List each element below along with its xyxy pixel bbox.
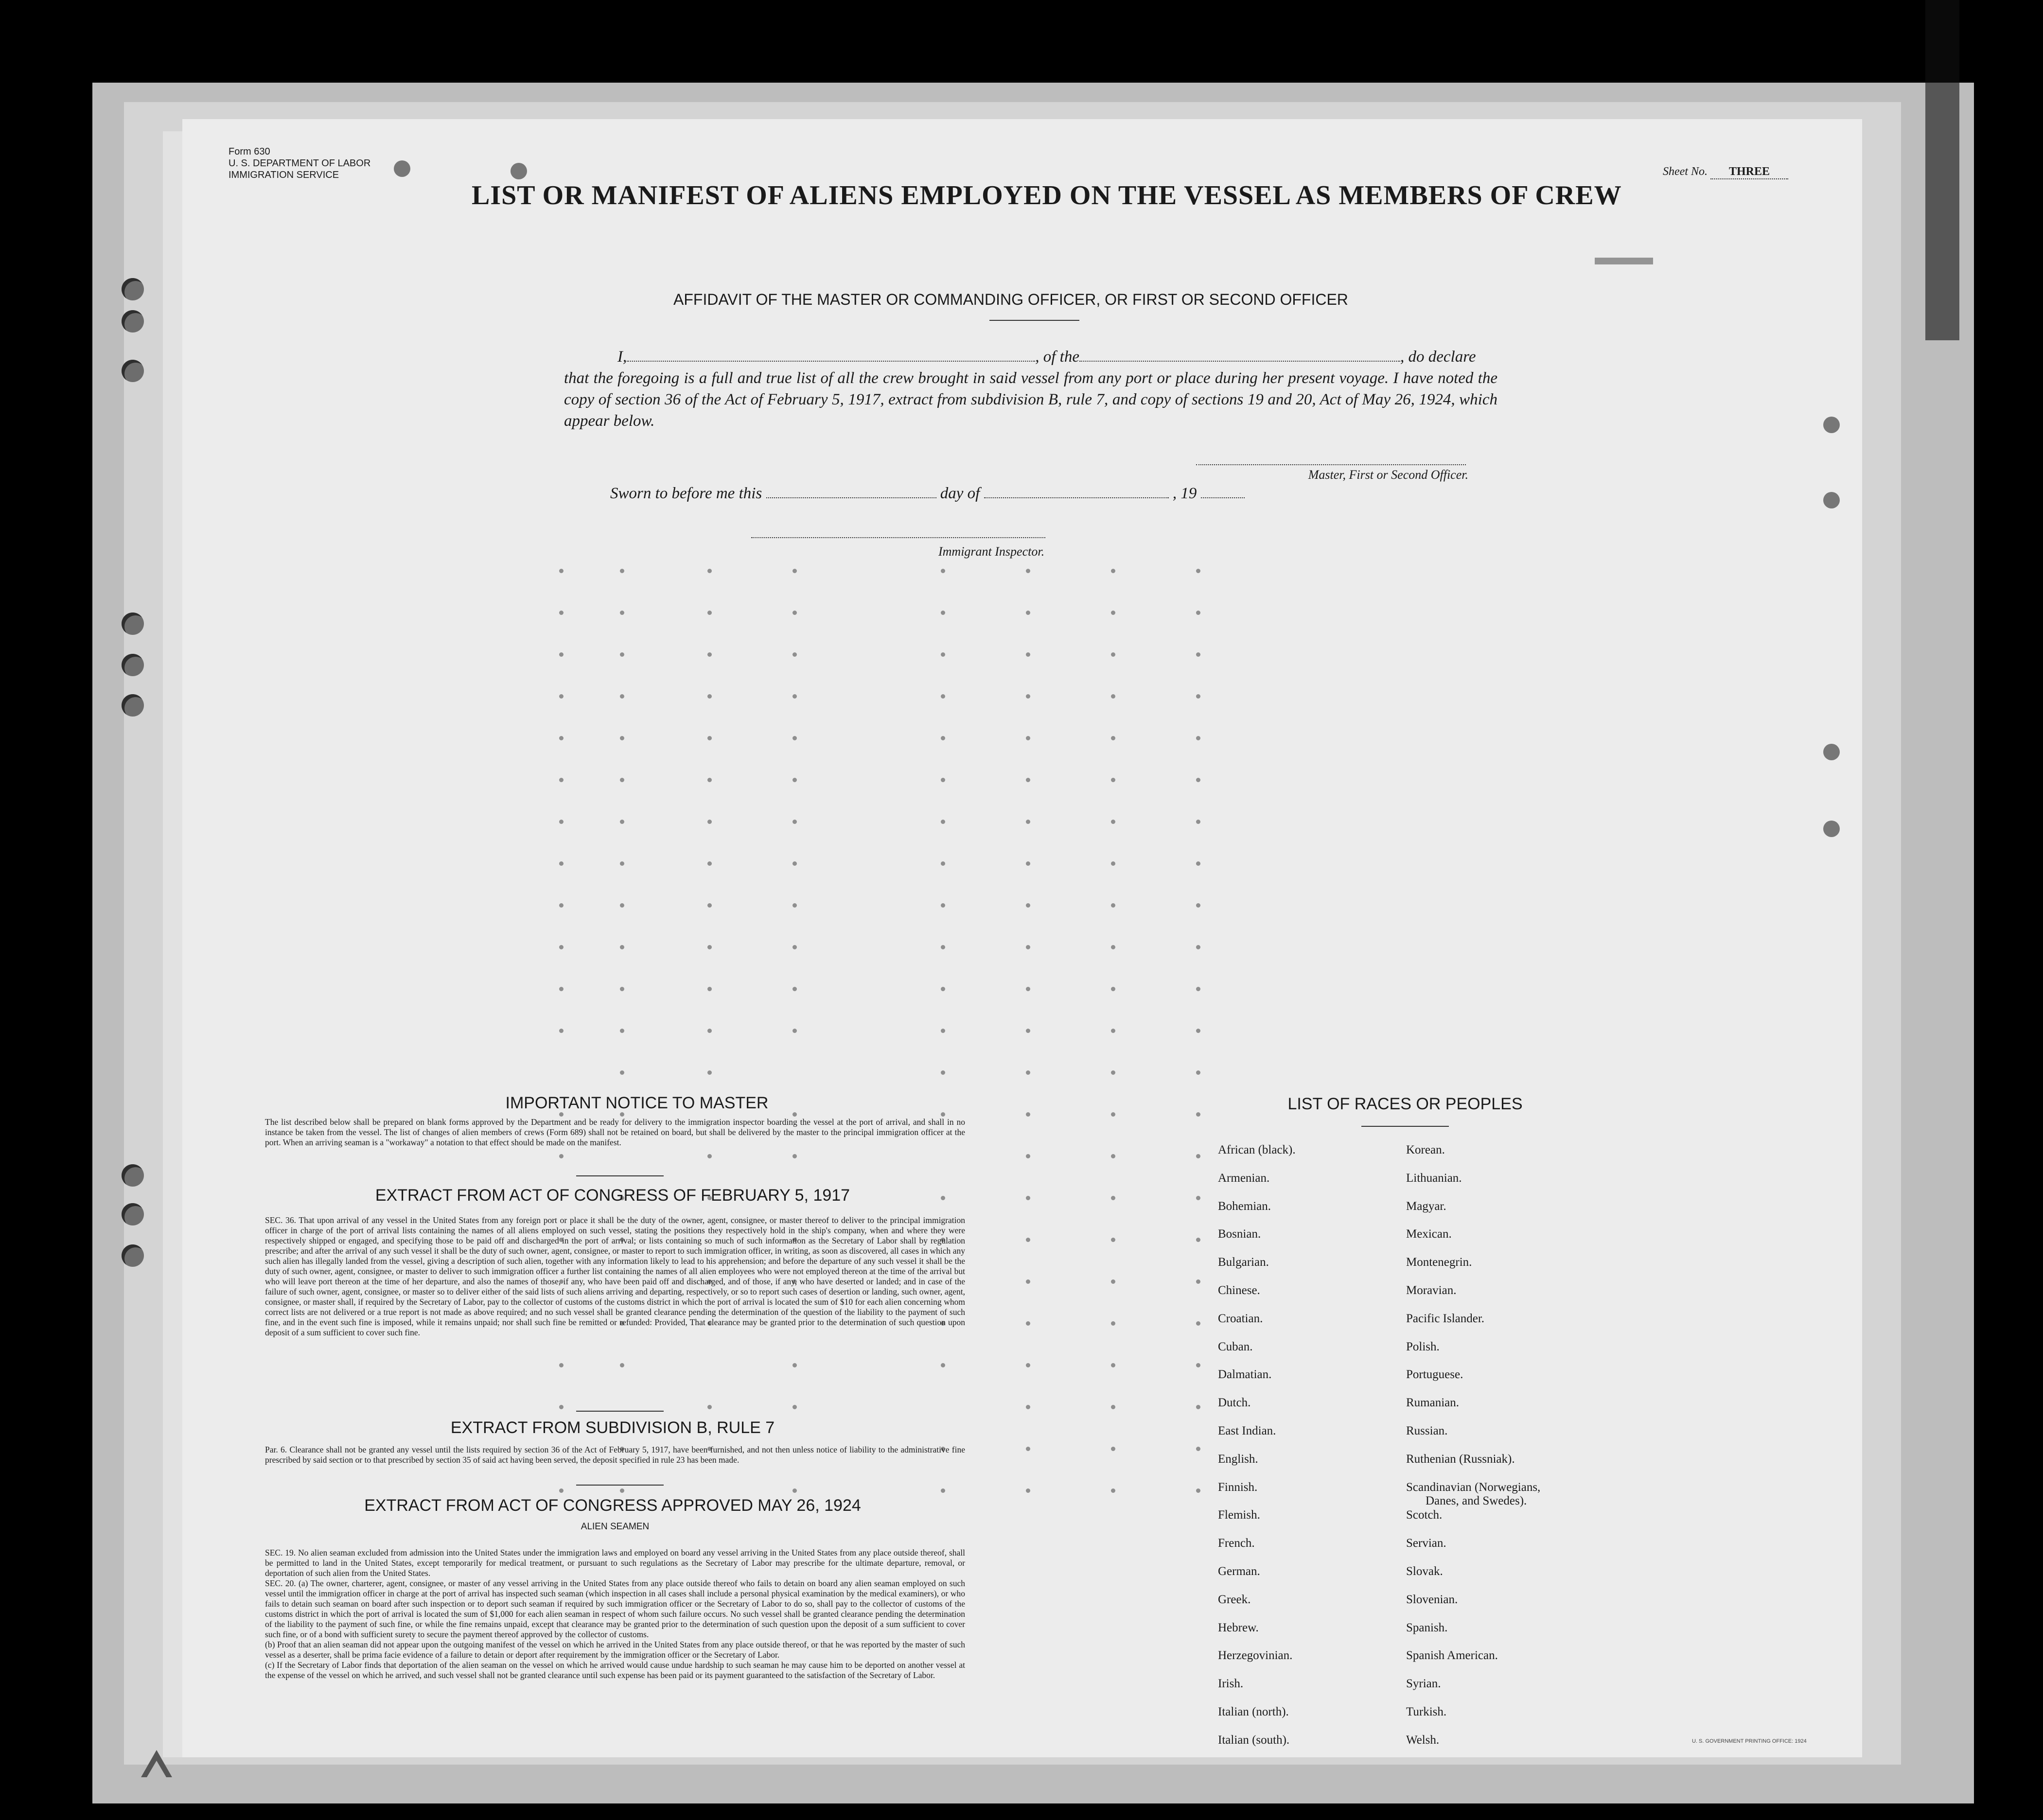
binder-hole bbox=[122, 612, 144, 635]
bleed-dot bbox=[559, 1488, 564, 1493]
bleed-dot bbox=[620, 1488, 624, 1493]
bleed-dot bbox=[1111, 1112, 1115, 1117]
bleed-dot bbox=[707, 1154, 712, 1158]
bleed-dot bbox=[941, 903, 945, 908]
bleed-dot bbox=[1196, 1196, 1200, 1200]
bleed-dot bbox=[1111, 987, 1115, 991]
race-item: Pacific Islander. bbox=[1406, 1312, 1485, 1325]
inspector-label: Immigrant Inspector. bbox=[938, 544, 1045, 559]
binder-hole bbox=[122, 1244, 144, 1267]
bleed-dot bbox=[707, 611, 712, 615]
bleed-dot bbox=[1026, 987, 1030, 991]
bleed-dot bbox=[1196, 1447, 1200, 1451]
bleed-dot bbox=[1196, 945, 1200, 949]
punch-hole bbox=[1823, 492, 1840, 508]
bleed-dot bbox=[1026, 1405, 1030, 1409]
punch-hole bbox=[1823, 417, 1840, 433]
scan-damage bbox=[1925, 0, 1959, 340]
bleed-dot bbox=[941, 569, 945, 573]
bleed-dot bbox=[620, 611, 624, 615]
bleed-dot bbox=[1026, 903, 1030, 908]
race-item: Polish. bbox=[1406, 1340, 1440, 1353]
bleed-dot bbox=[793, 736, 797, 740]
race-item: Spanish American. bbox=[1406, 1649, 1498, 1662]
bleed-dot bbox=[620, 903, 624, 908]
bleed-dot bbox=[1196, 987, 1200, 991]
bleed-dot bbox=[941, 736, 945, 740]
bleed-dot bbox=[1026, 1279, 1030, 1284]
bleed-dot bbox=[1111, 736, 1115, 740]
bleed-dot bbox=[941, 1488, 945, 1493]
bleed-dot bbox=[559, 736, 564, 740]
race-item: Servian. bbox=[1406, 1537, 1446, 1550]
bleed-dot bbox=[1026, 1029, 1030, 1033]
binder-hole bbox=[122, 310, 144, 332]
bleed-dot bbox=[707, 778, 712, 782]
bleed-dot bbox=[1026, 945, 1030, 949]
bleed-dot bbox=[620, 1070, 624, 1075]
race-item: Bohemian. bbox=[1218, 1199, 1271, 1213]
bleed-dot bbox=[1026, 778, 1030, 782]
sheet-number bbox=[1663, 165, 1788, 179]
race-item: French. bbox=[1218, 1537, 1255, 1550]
race-item: Slovenian. bbox=[1406, 1592, 1458, 1606]
punch-hole bbox=[394, 160, 410, 177]
bleed-dot bbox=[620, 694, 624, 699]
bleed-dot bbox=[1111, 1154, 1115, 1158]
punch-hole bbox=[511, 163, 527, 179]
extract-1924-subheading: ALIEN SEAMEN bbox=[581, 1522, 650, 1532]
section-rule bbox=[576, 1485, 664, 1486]
bleed-dot bbox=[793, 611, 797, 615]
bleed-dot bbox=[793, 861, 797, 866]
race-item: Slovak. bbox=[1406, 1565, 1443, 1578]
stamp-line: IMMIGRATION SERVICE bbox=[229, 170, 339, 180]
bleed-dot bbox=[1196, 1488, 1200, 1493]
race-item: Mexican. bbox=[1406, 1227, 1452, 1241]
bleed-dot bbox=[793, 569, 797, 573]
bleed-dot bbox=[941, 694, 945, 699]
race-item: Herzegovinian. bbox=[1218, 1649, 1293, 1662]
bleed-dot bbox=[1196, 778, 1200, 782]
bleed-dot bbox=[1026, 1196, 1030, 1200]
bleed-dot bbox=[620, 652, 624, 657]
bleed-dot bbox=[559, 903, 564, 908]
bleed-dot bbox=[620, 861, 624, 866]
stamp-line: Form 630 bbox=[229, 146, 270, 157]
extract-1917-heading: EXTRACT FROM ACT OF CONGRESS OF FEBRUARY 5, 1917 bbox=[375, 1186, 850, 1205]
binder-hole bbox=[122, 360, 144, 382]
notice-heading: IMPORTANT NOTICE TO MASTER bbox=[505, 1094, 769, 1112]
bleed-dot bbox=[1196, 1112, 1200, 1117]
binder-hole bbox=[122, 1164, 144, 1187]
bleed-dot bbox=[793, 903, 797, 908]
race-item: Flemish. bbox=[1218, 1508, 1260, 1522]
bleed-dot bbox=[620, 1363, 624, 1367]
bleed-dot bbox=[1026, 569, 1030, 573]
bleed-dot bbox=[707, 1029, 712, 1033]
extract-1924-heading: EXTRACT FROM ACT OF CONGRESS APPROVED MAY 26, 1924 bbox=[364, 1496, 861, 1515]
bleed-dot bbox=[1026, 1488, 1030, 1493]
bleed-dot bbox=[707, 820, 712, 824]
bleed-dot bbox=[1196, 861, 1200, 866]
bleed-dot bbox=[941, 987, 945, 991]
race-item: English. bbox=[1218, 1452, 1258, 1466]
bleed-dot bbox=[1111, 569, 1115, 573]
race-item: Italian (south). bbox=[1218, 1733, 1290, 1747]
race-item: Irish. bbox=[1218, 1677, 1244, 1691]
bleed-dot bbox=[707, 569, 712, 573]
inspector-signature-blank[interactable] bbox=[751, 537, 1045, 538]
race-item: Spanish. bbox=[1406, 1621, 1448, 1634]
bleed-dot bbox=[707, 652, 712, 657]
bleed-dot bbox=[1111, 778, 1115, 782]
affidavit-text: that the foregoing is a full and true list of all the crew brought in said vessel from any port or place during her present voyage. I have noted the copy of section 36 of the Act of February 5, 1917, extract from subdivision B, rule 7, and copy of sections 19 and 20, Act of May 26, 1924, which appear below. bbox=[564, 369, 1497, 430]
bleed-dot bbox=[1111, 652, 1115, 657]
extract-rule7-heading: EXTRACT FROM SUBDIVISION B, RULE 7 bbox=[450, 1418, 775, 1437]
bleed-dot bbox=[559, 569, 564, 573]
bleed-dot bbox=[1026, 1363, 1030, 1367]
race-item: Dutch. bbox=[1218, 1396, 1251, 1410]
bleed-dot bbox=[1111, 861, 1115, 866]
triangle-mark-inner bbox=[147, 1761, 166, 1777]
bleed-dot bbox=[620, 778, 624, 782]
affidavit-body bbox=[564, 346, 1497, 432]
bleed-dot bbox=[1026, 1112, 1030, 1117]
bleed-dot bbox=[1196, 1363, 1200, 1367]
bleed-dot bbox=[1196, 1238, 1200, 1242]
bleed-dot bbox=[707, 861, 712, 866]
bleed-dot bbox=[941, 652, 945, 657]
bleed-dot bbox=[793, 1029, 797, 1033]
race-item: Greek. bbox=[1218, 1592, 1251, 1606]
heading-rule bbox=[989, 320, 1079, 321]
name-blank[interactable] bbox=[627, 361, 1035, 362]
race-item: Dalmatian. bbox=[1218, 1368, 1272, 1382]
race-item: German. bbox=[1218, 1565, 1260, 1578]
bleed-dot bbox=[941, 1029, 945, 1033]
scan-damage bbox=[1595, 258, 1653, 264]
extract-1917-text: SEC. 36. That upon arrival of any vessel in the United States from any foreign port or place it shall be the duty of the owner, agent, consignee, or master thereof to deliver to the principal immigration officer in charge of the port of arrival lists containing the names of all aliens employed on such vessel, stating the positions they respectively hold in the ship's company, when and where they were respectively shipped or engaged, and specifying those to be paid off and discharged in the port of arrival; or lists containing so much of such information as the Secretary of Labor shall by regulation prescribe; and after the arrival of any such vessel it shall be the duty of such owner, agent, consignee, or master to report to such immigration officer, in writing, as soon as discovered, all cases in which any such alien has illegally landed from the vessel, giving a description of such alien, together with any information likely to lead to his apprehension; and before the departure of any such vessel it shall be the duty of such owner, agent, consignee, or master to deliver to such immigration officer a further list containing the names of all alien employees who were not employed thereon at the time of the arrival but who will leave port thereon at the time of her departure, and also the names of those, if any, who have been paid off and discharged, and of those, if any, who have deserted or landed; and in case of the failure of such owner, agent, consignee, or master so to deliver either of the said lists of such aliens arriving and departing, respectively, or so to report such cases of desertion or landing, such owner, agent, consignee, or master shall, if required by the Secretary of Labor, pay to the collector of customs of the customs district in which the port of arrival is located the sum of $10 for each alien concerning whom correct lists are not delivered or a true report is not made as above required; and no such vessel shall be granted clearance pending the determination of the question of the liability to the payment of such fine, and in the event such fine is imposed, while it remains unpaid; nor shall such fine be remitted or refunded: Provided, That clearance may be granted prior to the determination of such question upon deposit of a sum sufficient to cover such fine. bbox=[265, 1215, 965, 1337]
bleed-dot bbox=[1111, 1447, 1115, 1451]
bleed-dot bbox=[620, 987, 624, 991]
bleed-dot bbox=[1111, 1321, 1115, 1326]
bleed-dot bbox=[559, 1112, 564, 1117]
bleed-dot bbox=[707, 1070, 712, 1075]
bleed-dot bbox=[707, 945, 712, 949]
bleed-dot bbox=[559, 611, 564, 615]
race-item: African (black). bbox=[1218, 1143, 1296, 1156]
sheet-number-label: Sheet No. bbox=[1663, 165, 1708, 178]
bleed-dot bbox=[941, 1112, 945, 1117]
bleed-dot bbox=[1111, 945, 1115, 949]
bleed-dot bbox=[793, 694, 797, 699]
race-item: Finnish. bbox=[1218, 1480, 1258, 1494]
race-item: Moravian. bbox=[1406, 1284, 1457, 1297]
sworn-year-blank[interactable] bbox=[1201, 497, 1245, 498]
bleed-dot bbox=[559, 945, 564, 949]
bleed-dot bbox=[620, 820, 624, 824]
bleed-dot bbox=[1111, 611, 1115, 615]
bleed-dot bbox=[1196, 820, 1200, 824]
section-rule bbox=[576, 1411, 664, 1412]
race-item: Armenian. bbox=[1218, 1171, 1270, 1185]
bleed-dot bbox=[1026, 611, 1030, 615]
printer-imprint: U. S. GOVERNMENT PRINTING OFFICE: 1924 bbox=[1692, 1738, 1807, 1744]
bleed-dot bbox=[1196, 1154, 1200, 1158]
bleed-dot bbox=[620, 1029, 624, 1033]
bleed-dot bbox=[1111, 1279, 1115, 1284]
notice-text: The list described below shall be prepared on blank forms approved by the Department and be ready for delivery to the immigration inspector boarding the vessel at the port of arrival, and shall in no instance be taken from the vessel. The list of changes of alien members of crews (Form 689) shall not be retained on board, but shall be delivered by the master to the principal immigration officer at the port. When an arriving seaman is a "workaway" a notation to that effect should be made on the manifest. bbox=[265, 1117, 965, 1147]
bleed-dot bbox=[1111, 694, 1115, 699]
sworn-month-blank[interactable] bbox=[984, 497, 1169, 498]
affidavit-heading: AFFIDAVIT OF THE MASTER OR COMMANDING OFFICER, OR FIRST OR SECOND OFFICER bbox=[673, 291, 1348, 308]
bleed-dot bbox=[707, 736, 712, 740]
race-item: Bulgarian. bbox=[1218, 1256, 1269, 1269]
race-item: Cuban. bbox=[1218, 1340, 1253, 1353]
bleed-dot bbox=[559, 778, 564, 782]
bleed-dot bbox=[793, 1405, 797, 1409]
binder-hole bbox=[122, 278, 144, 300]
bleed-dot bbox=[1026, 1447, 1030, 1451]
bleed-dot bbox=[941, 1070, 945, 1075]
section-rule bbox=[1361, 1126, 1449, 1127]
bleed-dot bbox=[620, 1112, 624, 1117]
binder-hole bbox=[122, 654, 144, 676]
bleed-dot bbox=[1026, 861, 1030, 866]
binder-hole bbox=[122, 1203, 144, 1225]
bleed-dot bbox=[559, 1029, 564, 1033]
bleed-dot bbox=[793, 945, 797, 949]
binder-hole bbox=[122, 694, 144, 717]
race-item: Korean. bbox=[1406, 1143, 1445, 1156]
bleed-dot bbox=[1026, 1070, 1030, 1075]
bleed-dot bbox=[941, 1363, 945, 1367]
race-item: Hebrew. bbox=[1218, 1621, 1259, 1634]
vessel-blank[interactable] bbox=[1079, 361, 1400, 362]
race-item: Portuguese. bbox=[1406, 1368, 1463, 1382]
bleed-dot bbox=[793, 1363, 797, 1367]
extract-rule7-text: Par. 6. Clearance shall not be granted any vessel until the lists required by section 36 of the Act of February 5, 1917, have been furnished, and not then unless notice of liability to the administrative fine prescribed by said section or to that prescribed by section 35 of said act having been served, the deposit specified in rule 23 has been made. bbox=[265, 1445, 965, 1465]
bleed-dot bbox=[1111, 1363, 1115, 1367]
bleed-dot bbox=[1026, 652, 1030, 657]
bleed-dot bbox=[559, 861, 564, 866]
bleed-dot bbox=[793, 1154, 797, 1158]
sworn-line: Sworn to before me this day of , 19 bbox=[610, 485, 1245, 503]
bleed-dot bbox=[620, 736, 624, 740]
bleed-dot bbox=[793, 820, 797, 824]
race-item: Ruthenian (Russniak). bbox=[1406, 1452, 1515, 1466]
punch-hole bbox=[1823, 744, 1840, 760]
bleed-dot bbox=[1026, 1321, 1030, 1326]
signature-blank[interactable] bbox=[1196, 464, 1466, 465]
bleed-dot bbox=[1111, 1238, 1115, 1242]
bleed-dot bbox=[1111, 1405, 1115, 1409]
bleed-dot bbox=[941, 861, 945, 866]
bleed-dot bbox=[620, 569, 624, 573]
bleed-dot bbox=[1196, 903, 1200, 908]
bleed-dot bbox=[707, 903, 712, 908]
race-item: Montenegrin. bbox=[1406, 1256, 1472, 1269]
race-item: Croatian. bbox=[1218, 1312, 1263, 1325]
bleed-dot bbox=[1196, 694, 1200, 699]
race-item: East Indian. bbox=[1218, 1424, 1276, 1437]
department-stamp bbox=[229, 146, 370, 181]
race-item: Welsh. bbox=[1406, 1733, 1440, 1747]
stamp-line: U. S. DEPARTMENT OF LABOR bbox=[229, 158, 371, 169]
race-item: Italian (north). bbox=[1218, 1705, 1289, 1718]
bleed-dot bbox=[1196, 569, 1200, 573]
sheet-number-value: THREE bbox=[1710, 165, 1788, 179]
bleed-dot bbox=[1196, 1070, 1200, 1075]
race-item: Danes, and Swedes). bbox=[1426, 1494, 1527, 1507]
bleed-dot bbox=[559, 1363, 564, 1367]
bleed-dot bbox=[941, 820, 945, 824]
bleed-dot bbox=[793, 778, 797, 782]
bleed-dot bbox=[1196, 1279, 1200, 1284]
sworn-day-blank[interactable] bbox=[766, 497, 936, 498]
extract-1924-text: SEC. 19. No alien seaman excluded from admission into the United States under the immigration laws and employed on board any vessel arriving in the United States from any place outside thereof, shall be permitted to land in the United States, except temporarily for medical treatment, or pursuant to such regulations as the Secretary of Labor may prescribe for the ultimate departure, removal, or deportation of such alien from the United States. SEC. 20. (a) The owner, charterer, agent, consignee, or master of any vessel arriving in the United States from any place outside thereof who fails to detain on board any alien seaman employed on such vessel until the immigration officer in charge at the port of arrival has inspected such seaman (which inspection in all cases shall include a personal physical examination by the medical examiners), or who fails to detain such seaman on board after such inspection or to deport such seaman if required by such immigration officer or the Secretary of Labor to do so, shall pay to the collector of customs of the customs district in which the port of arrival is located the sum of $1,000 for each alien seaman in respect of whom such failure occurs. No such vessel shall be granted clearance pending the determination of the liability to the payment of such fine, or while the fine remains unpaid, except that clearance may be granted prior to the determination of such question upon the deposit of a sum sufficient to cover such fine, or of a bond with sufficient surety to secure the payment thereof approved by the collector of customs. (b) Proof that an alien seaman did not appear upon the outgoing manifest of the vessel on which he arrived in the United States from any place outside thereof, or that he was reported by the master of such vessel as a deserter, shall be prima facie evidence of a failure to detain or deport after requirement by the immigration officer or the Secretary of Labor. (c) If the Secretary of Labor finds that deportation of the alien seaman on the vessel on which he arrived would cause undue hardship to such seaman he may cause him to be deported on another vessel at the expense of the vessel on which he arrived, and such vessel shall not be granted clearance until such expense has been paid or its payment guaranteed to the satisfaction of the Secretary of Labor. bbox=[265, 1548, 965, 1680]
bleed-dot bbox=[707, 694, 712, 699]
bleed-dot bbox=[941, 778, 945, 782]
race-item: Turkish. bbox=[1406, 1705, 1447, 1718]
bleed-dot bbox=[559, 652, 564, 657]
race-item: Russian. bbox=[1406, 1424, 1448, 1437]
punch-hole bbox=[1823, 821, 1840, 837]
section-rule bbox=[576, 1175, 664, 1176]
bleed-dot bbox=[1111, 820, 1115, 824]
bleed-dot bbox=[1026, 1154, 1030, 1158]
bleed-dot bbox=[707, 1405, 712, 1409]
bleed-dot bbox=[1111, 903, 1115, 908]
bleed-dot bbox=[1196, 652, 1200, 657]
bleed-dot bbox=[941, 611, 945, 615]
bleed-dot bbox=[1026, 736, 1030, 740]
page-title: LIST OR MANIFEST OF ALIENS EMPLOYED ON THE VESSEL AS MEMBERS OF CREW bbox=[472, 180, 1622, 210]
bleed-dot bbox=[1111, 1029, 1115, 1033]
race-item: Scotch. bbox=[1406, 1508, 1443, 1522]
bleed-dot bbox=[559, 1405, 564, 1409]
bleed-dot bbox=[559, 1154, 564, 1158]
bleed-dot bbox=[559, 820, 564, 824]
bleed-dot bbox=[793, 987, 797, 991]
bleed-dot bbox=[559, 987, 564, 991]
race-item: Chinese. bbox=[1218, 1284, 1260, 1297]
race-item: Bosnian. bbox=[1218, 1227, 1261, 1241]
race-item: Scandinavian (Norwegians, bbox=[1406, 1480, 1541, 1494]
bleed-dot bbox=[793, 1112, 797, 1117]
bleed-dot bbox=[1111, 1196, 1115, 1200]
bleed-dot bbox=[1196, 1029, 1200, 1033]
bleed-dot bbox=[941, 945, 945, 949]
race-item: Magyar. bbox=[1406, 1199, 1446, 1213]
affidavit-declaration-line: I, , of the , do declare bbox=[617, 348, 1476, 366]
bleed-dot bbox=[1026, 1238, 1030, 1242]
race-item: Lithuanian. bbox=[1406, 1171, 1462, 1185]
race-item: Syrian. bbox=[1406, 1677, 1441, 1691]
bleed-dot bbox=[559, 694, 564, 699]
bleed-dot bbox=[1026, 820, 1030, 824]
bleed-dot bbox=[1196, 1405, 1200, 1409]
race-item: Rumanian. bbox=[1406, 1396, 1460, 1410]
bleed-dot bbox=[793, 1488, 797, 1493]
bleed-dot bbox=[1111, 1070, 1115, 1075]
bleed-dot bbox=[1026, 694, 1030, 699]
bleed-dot bbox=[1196, 736, 1200, 740]
signature-label: Master, First or Second Officer. bbox=[1308, 468, 1468, 482]
bleed-dot bbox=[1196, 1321, 1200, 1326]
races-heading: LIST OF RACES OR PEOPLES bbox=[1287, 1095, 1523, 1113]
bleed-dot bbox=[1111, 1488, 1115, 1493]
bleed-dot bbox=[1196, 611, 1200, 615]
bleed-dot bbox=[793, 652, 797, 657]
bleed-dot bbox=[620, 945, 624, 949]
bleed-dot bbox=[707, 987, 712, 991]
